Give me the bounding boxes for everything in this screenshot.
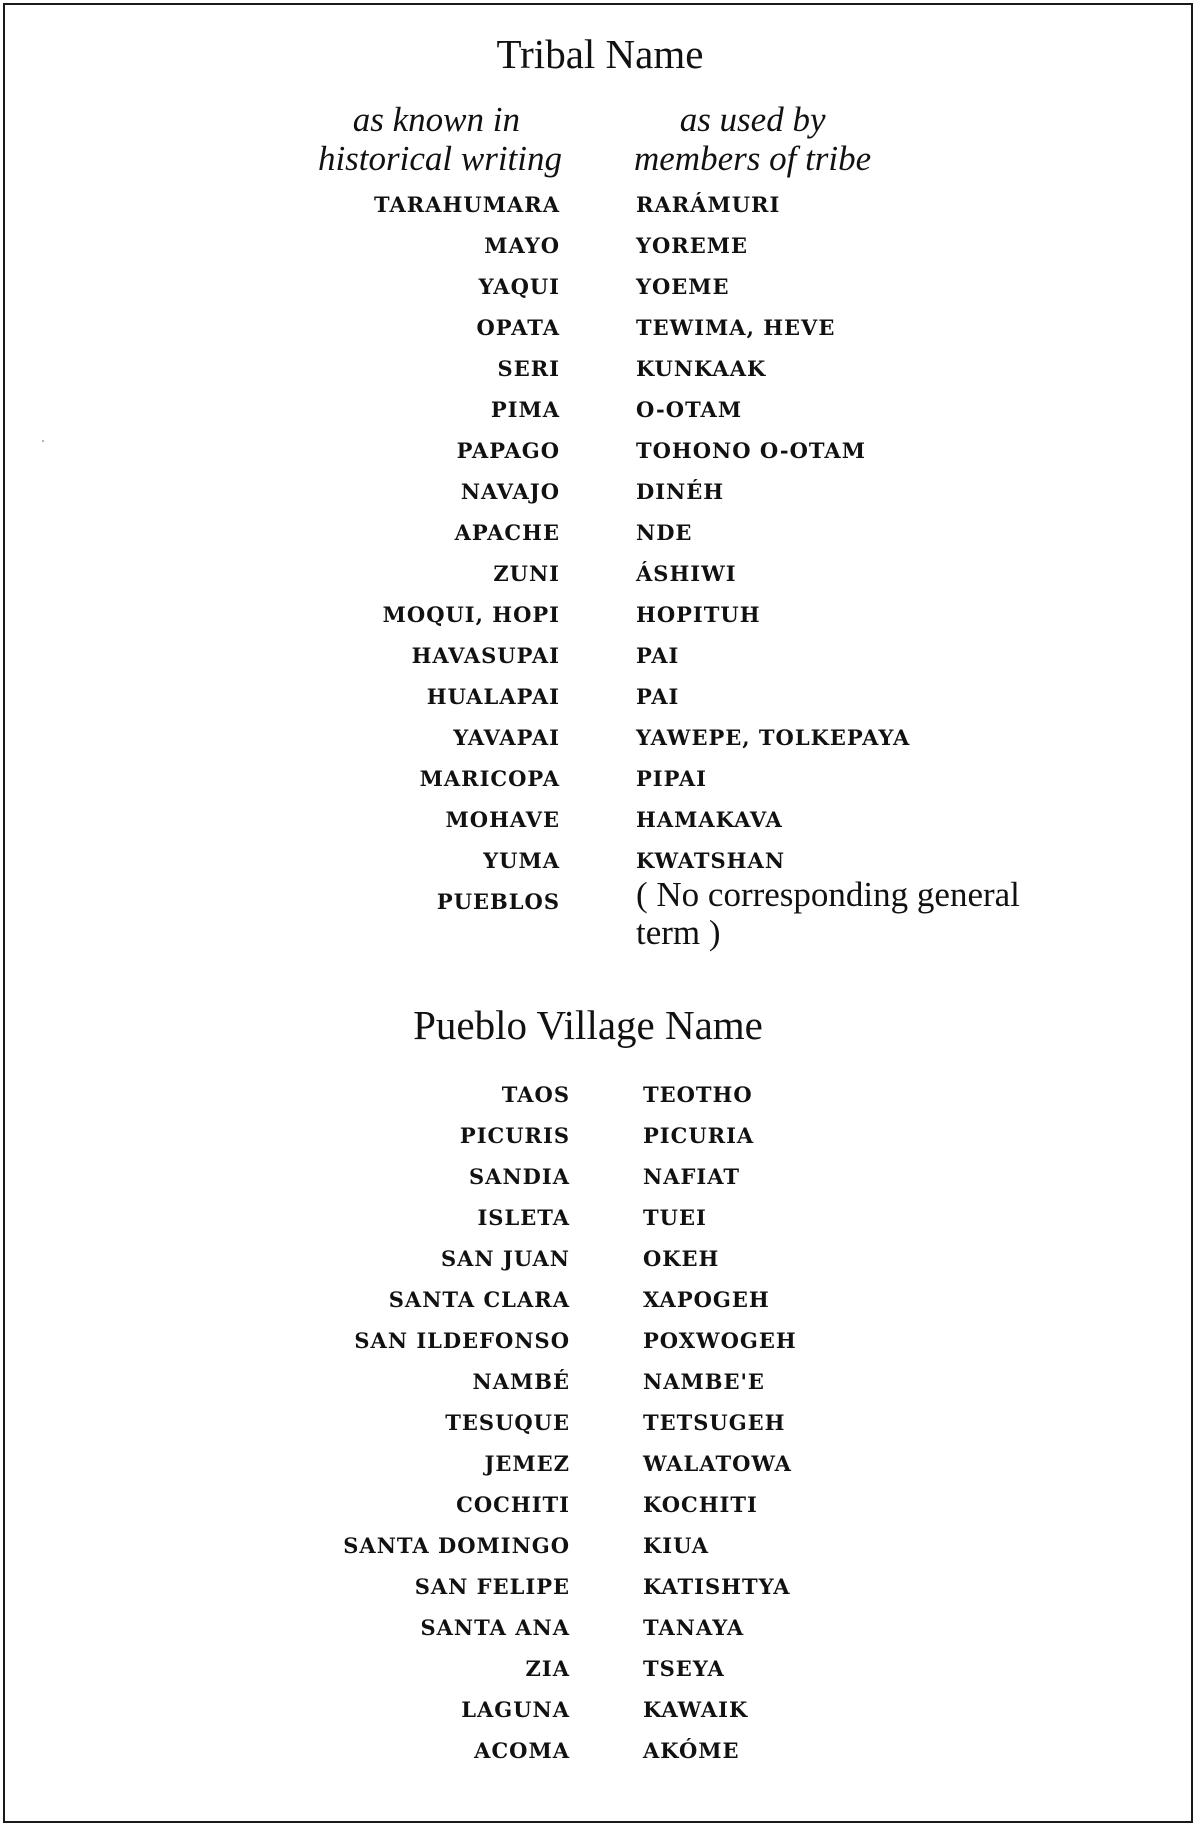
table-row: [0, 642, 1200, 683]
col-header-native: [634, 100, 871, 178]
historical-name: YAQUI: [478, 274, 560, 299]
native-name: KWATSHAN: [636, 848, 786, 873]
historical-name: NAVAJO: [460, 479, 560, 504]
tribal-name-heading: Tribal Name: [496, 31, 704, 77]
table-row: [0, 1286, 1200, 1327]
historical-name: HUALAPAI: [426, 684, 560, 709]
native-name: PAI: [636, 643, 680, 668]
native-name: NAFIAT: [643, 1164, 740, 1189]
native-name: O-OTAM: [636, 397, 743, 422]
native-name: KOCHITI: [643, 1492, 758, 1517]
native-name: DINÉH: [636, 479, 725, 504]
native-name: TSEYA: [643, 1656, 725, 1681]
table-row: [0, 560, 1200, 601]
native-name: PICURIA: [643, 1123, 755, 1148]
native-name: OKEH: [643, 1246, 720, 1271]
native-name: PIPAI: [636, 766, 707, 791]
historical-name: MOHAVE: [445, 807, 560, 832]
historical-name: PIMA: [490, 397, 560, 422]
native-name: PAI: [636, 684, 680, 709]
historical-name: LAGUNA: [461, 1697, 570, 1722]
historical-name: TARAHUMARA: [374, 192, 560, 217]
native-name: XAPOGEH: [643, 1287, 770, 1312]
table-row: [0, 1327, 1200, 1368]
native-name: NAMBE'E: [643, 1369, 765, 1394]
native-name-note: ( No corresponding general term ): [636, 875, 1020, 952]
table-row: [0, 437, 1200, 478]
native-name: AKÓME: [643, 1738, 740, 1763]
table-row: [0, 1163, 1200, 1204]
tribal-name-table: [0, 191, 1200, 952]
table-row: [0, 1368, 1200, 1409]
table-row: [0, 765, 1200, 806]
table-row: [0, 601, 1200, 642]
table-row: [0, 1122, 1200, 1163]
table-row: [0, 1245, 1200, 1286]
table-row: [0, 1696, 1200, 1737]
native-name: KAWAIK: [643, 1697, 749, 1722]
table-row: [0, 1409, 1200, 1450]
historical-name: YAVAPAI: [453, 725, 560, 750]
historical-name: MARICOPA: [419, 766, 560, 791]
table-row: [0, 1614, 1200, 1655]
historical-name: HAVASUPAI: [411, 643, 560, 668]
historical-name: OPATA: [476, 315, 560, 340]
table-row: [0, 683, 1200, 724]
historical-name: ISLETA: [477, 1205, 570, 1230]
native-name: TANAYA: [643, 1615, 745, 1640]
historical-name: SANTA DOMINGO: [343, 1533, 570, 1558]
table-row: [0, 273, 1200, 314]
historical-name: ZIA: [525, 1656, 570, 1681]
table-row: [0, 1737, 1200, 1778]
col-header-historical-line-1: as known in: [352, 100, 520, 139]
historical-name: TAOS: [501, 1082, 570, 1107]
historical-name: COCHITI: [456, 1492, 570, 1517]
native-name: HAMAKAVA: [636, 807, 783, 832]
table-row: [0, 1532, 1200, 1573]
col-header-native-line-2: members of tribe: [634, 139, 872, 178]
table-row: [0, 875, 1200, 952]
historical-name: SANDIA: [469, 1164, 570, 1189]
table-row: [0, 355, 1200, 396]
native-name: YAWEPE, TOLKEPAYA: [636, 725, 911, 750]
table-row: [0, 519, 1200, 560]
historical-name: MOQUI, HOPI: [382, 602, 560, 627]
table-row: [0, 232, 1200, 273]
native-name: KUNKAAK: [636, 356, 767, 381]
table-row: [0, 806, 1200, 847]
native-name: TEWIMA, HEVE: [636, 315, 836, 340]
historical-name: NAMBÉ: [472, 1369, 570, 1394]
native-name: WALATOWA: [643, 1451, 792, 1476]
historical-name: SAN JUAN: [440, 1246, 570, 1271]
historical-name: ACOMA: [474, 1738, 570, 1763]
table-row: [0, 1491, 1200, 1532]
table-row: [0, 314, 1200, 355]
historical-name: MAYO: [484, 233, 560, 258]
table-row: [0, 1450, 1200, 1491]
table-row: [0, 1081, 1200, 1122]
native-name: TOHONO O-OTAM: [636, 438, 866, 463]
table-row: [0, 191, 1200, 232]
table-row: [0, 1655, 1200, 1696]
native-name: TEOTHO: [643, 1082, 753, 1107]
native-name: RARÁMURI: [636, 192, 781, 217]
native-name: KATISHTYA: [643, 1574, 791, 1599]
historical-name: SANTA ANA: [420, 1615, 570, 1640]
historical-name: APACHE: [454, 520, 560, 545]
table-row: [0, 1204, 1200, 1245]
historical-name: TESUQUE: [445, 1410, 570, 1435]
historical-name: ZUNI: [493, 561, 560, 586]
historical-name: SAN ILDEFONSO: [354, 1328, 570, 1353]
table-row: [0, 724, 1200, 765]
historical-name: PICURIS: [459, 1123, 570, 1148]
native-name: HOPITUH: [636, 602, 761, 627]
historical-name: JEMEZ: [484, 1451, 570, 1476]
native-name: YOEME: [636, 274, 730, 299]
table-row: [0, 396, 1200, 437]
historical-name: SAN FELIPE: [414, 1574, 570, 1599]
native-name: NDE: [636, 520, 693, 545]
historical-name: PAPAGO: [456, 438, 560, 463]
historical-name: SANTA CLARA: [388, 1287, 570, 1312]
historical-name: YUMA: [483, 848, 560, 873]
col-header-native-line-1: as used by: [679, 100, 826, 139]
pueblo-village-table: [0, 1081, 1200, 1778]
historical-name: PUEBLOS: [436, 889, 560, 914]
native-name: ÁSHIWI: [636, 561, 737, 586]
native-name: TETSUGEH: [643, 1410, 786, 1435]
col-header-historical: [318, 100, 562, 178]
table-row: [0, 478, 1200, 519]
historical-name: SERI: [497, 356, 560, 381]
table-row: [0, 1573, 1200, 1614]
native-name: POXWOGEH: [643, 1328, 797, 1353]
native-name: KIUA: [643, 1533, 710, 1558]
col-header-historical-line-2: historical writing: [317, 139, 562, 178]
native-name: TUEI: [643, 1205, 707, 1230]
native-name: YOREME: [636, 233, 748, 258]
pueblo-village-heading: Pueblo Village Name: [413, 1002, 763, 1048]
